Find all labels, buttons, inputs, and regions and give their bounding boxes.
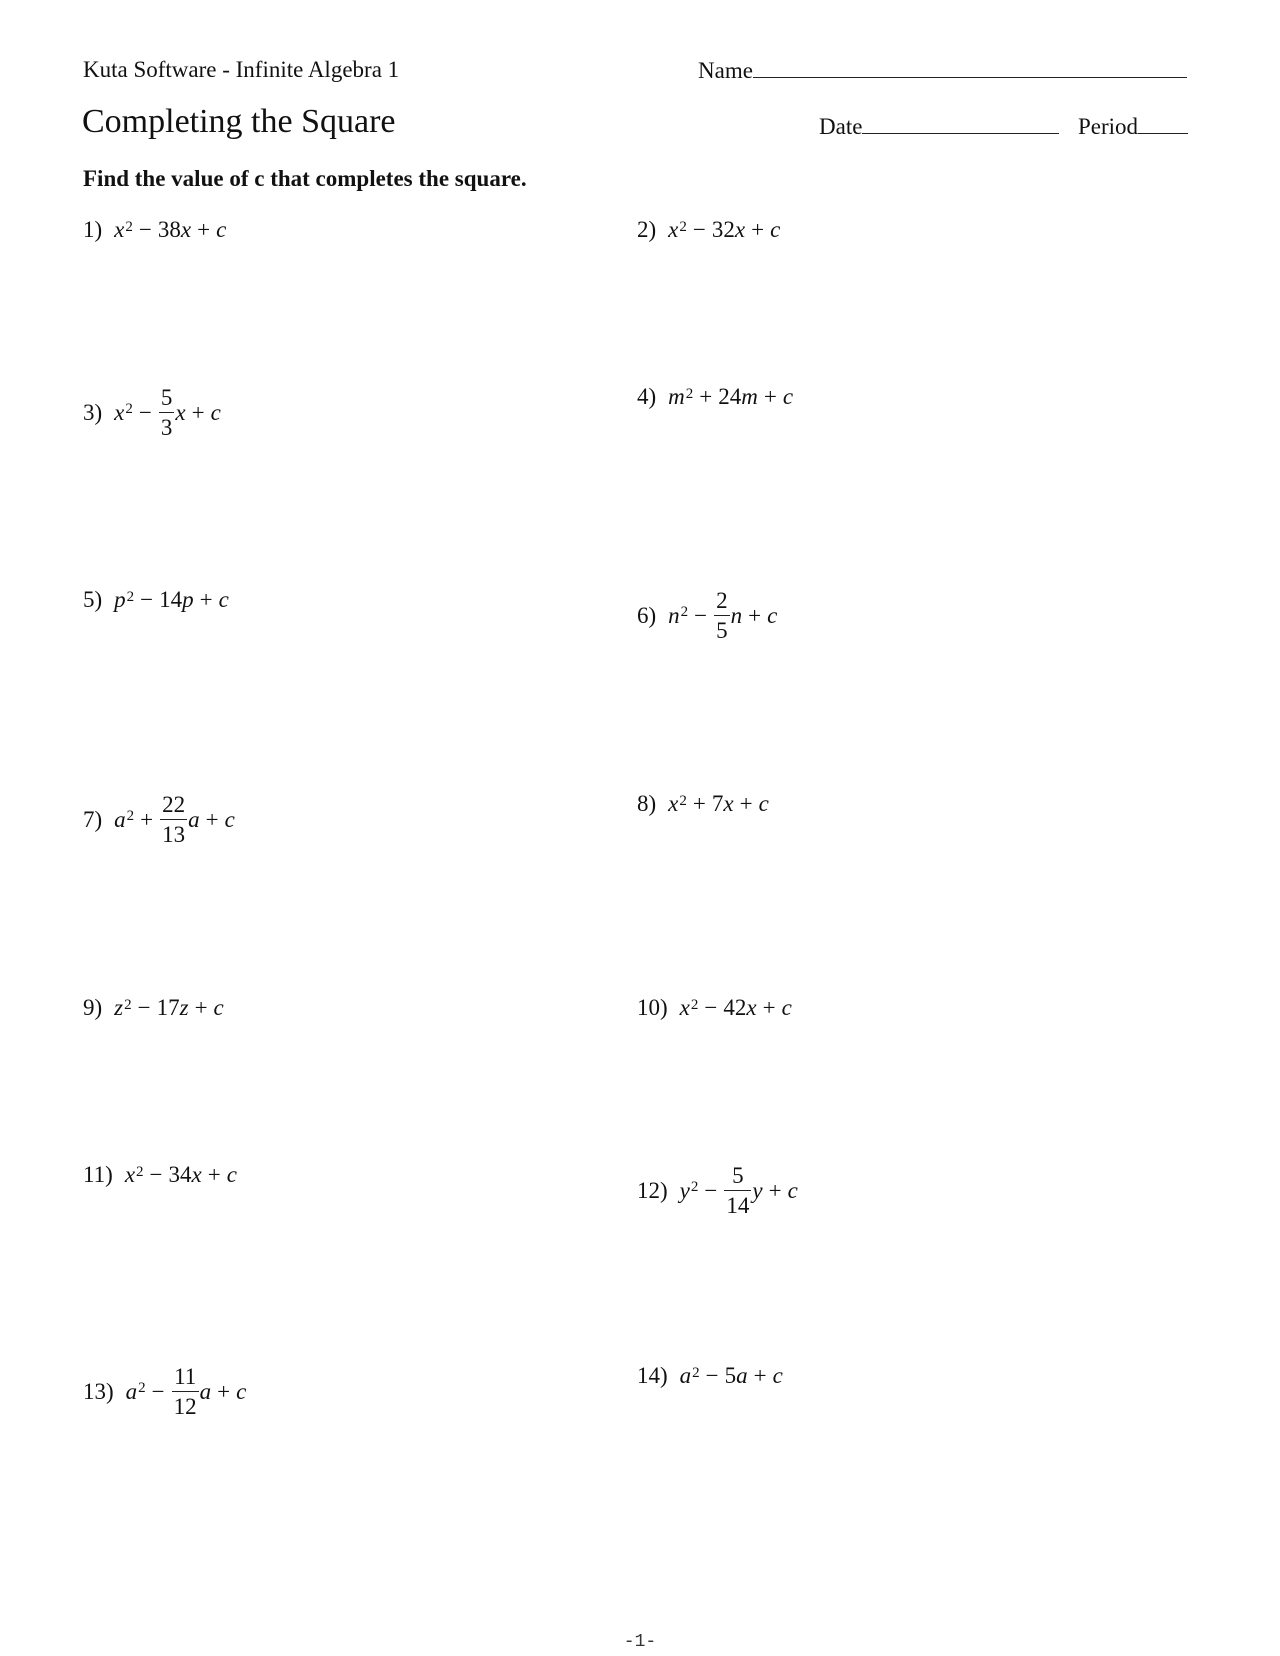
problem-expression: a $^2$ − 5 a + c [679, 1363, 783, 1388]
problem-1 [83, 217, 226, 243]
fraction: $\frac{5}{3}$ [160, 385, 173, 440]
problem-9 [83, 995, 224, 1021]
problem-expression: x $^2$ − 34 x + c [124, 1162, 237, 1187]
problem-expression: x $^2$ − 38 x + c [114, 217, 227, 242]
problem-number: 14) [637, 1363, 668, 1388]
problem-expression: m $^2$ + 24 m + c [668, 384, 794, 409]
problem-number: 7) [83, 806, 103, 832]
problem-8 [637, 791, 769, 817]
problem-number: 5) [83, 587, 103, 612]
problem-number: 6) [637, 602, 657, 628]
problem-11 [83, 1162, 237, 1188]
problem-14 [637, 1363, 783, 1389]
problem-number: 11) [83, 1162, 113, 1187]
problem-number: 12) [637, 1177, 668, 1203]
problem-number: 4) [637, 384, 657, 409]
problem-number: 1) [83, 217, 103, 242]
problem-expression: x $^2$ − $\frac{5}{3}$ x + c [114, 385, 221, 440]
problem-13 [83, 1365, 246, 1418]
date-field [819, 113, 1059, 140]
problem-expression: p $^2$ − 14 p + c [114, 587, 229, 612]
period-blank-line [1138, 113, 1188, 134]
problem-expression: a $^2$ − $\frac{11}{12}$ a + c [125, 1364, 247, 1419]
problem-5 [83, 587, 229, 613]
problem-number: 13) [83, 1378, 114, 1404]
problem-3 [83, 386, 221, 439]
problem-expression: x $^2$ − 42 x + c [679, 995, 792, 1020]
problem-expression: a $^2$ + $\frac{22}{13}$ a + c [114, 792, 235, 847]
problem-6 [637, 589, 777, 642]
fraction: $\frac{22}{13}$ [162, 792, 186, 847]
fraction: $\frac{2}{5}$ [716, 588, 728, 643]
problem-expression: z $^2$ − 17 z + c [114, 995, 224, 1020]
name-label: Name [698, 58, 753, 83]
date-blank-line [862, 113, 1059, 134]
problem-7 [83, 793, 235, 846]
instructions: Find the value of c that completes the square. [83, 166, 527, 191]
problem-4 [637, 384, 793, 410]
problem-number: 3) [83, 399, 103, 425]
name-blank-line [753, 57, 1187, 78]
period-field [1078, 113, 1188, 140]
page-number: -1- [623, 1632, 657, 1652]
problem-number: 8) [637, 791, 657, 816]
fraction: $\frac{5}{14}$ [726, 1163, 750, 1218]
period-label: Period [1078, 114, 1139, 139]
problem-number: 9) [83, 995, 103, 1020]
page-title: Completing the Square [82, 103, 396, 140]
problem-expression: x $^2$ − 32 x + c [668, 217, 781, 242]
worksheet-source: Kuta Software - Infinite Algebra 1 [83, 57, 400, 82]
problem-number: 10) [637, 995, 668, 1020]
problem-number: 2) [637, 217, 657, 242]
date-label: Date [819, 114, 863, 139]
problem-12 [637, 1164, 798, 1217]
problem-expression: x $^2$ + 7 x + c [668, 791, 769, 816]
problem-10 [637, 995, 792, 1021]
problem-expression: y $^2$ − $\frac{5}{14}$ y + c [679, 1163, 798, 1218]
name-field [698, 57, 1187, 84]
problem-2 [637, 217, 780, 243]
problem-expression: n $^2$ − $\frac{2}{5}$ n + c [668, 588, 778, 643]
fraction: $\frac{11}{12}$ [173, 1364, 197, 1419]
